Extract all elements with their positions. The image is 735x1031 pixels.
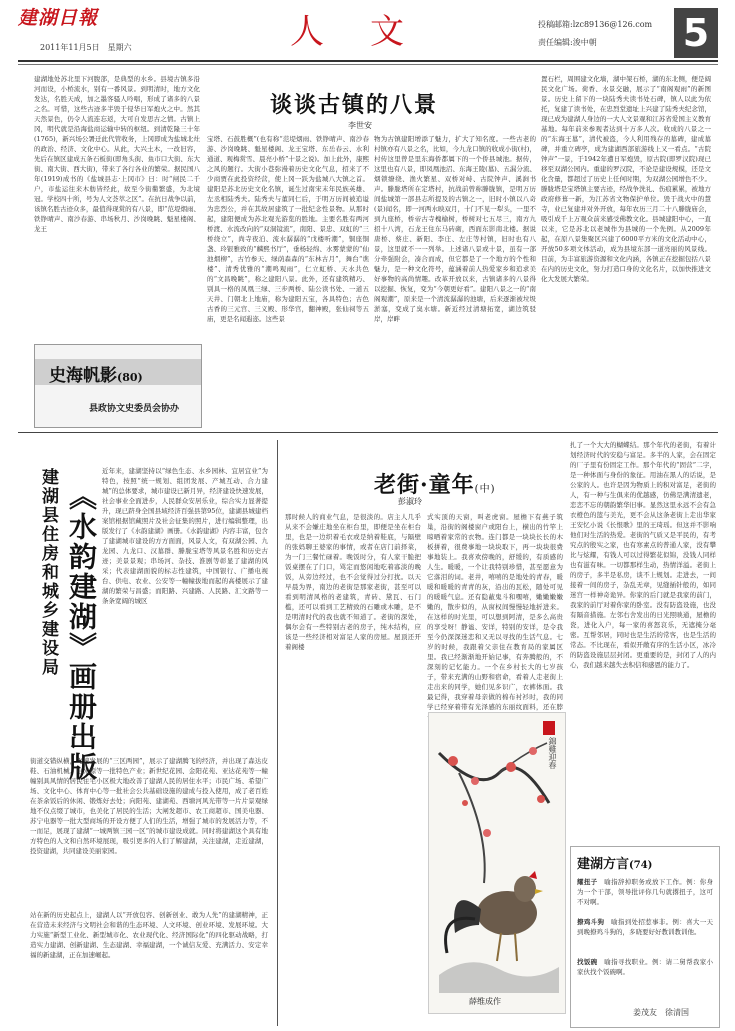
section-title: 人 文 <box>290 12 410 52</box>
fangyan-authors: 姜茂友 徐清国 <box>633 1008 689 1017</box>
fangyan-term: 撩鸡斗狗 <box>577 918 605 926</box>
column-tag-name: 史海帆影 <box>49 366 117 386</box>
column-tag-title <box>49 361 143 386</box>
article-2-subtitle: 建湖县住房和城乡建设局 <box>38 468 58 677</box>
page-number-box <box>674 8 718 58</box>
fangyan-desc: 喻指到处招惹事非。例：喜大一天到晚撩鸡斗狗的，多晓要好好教训教训他。 <box>577 918 714 936</box>
article-3-title <box>374 468 495 499</box>
fangyan-desc: 喻指寻找职业。例：请二舅帮我家小家伙找个饭碗啊。 <box>577 958 714 976</box>
article-2-col-3: 站在新的历史起点上，建湖人以“开放包容、创新创业、敢为人先”的建湖精神，正在营造未来经济与文明社会和谐的生态环境、人文环境、创业环境、发展环境。大力实施“新型工业化、新型城市化、农业现代化、经济国际化”的四化驱动战略，打造实力建湖、创新建湖、生态建湖、幸福建湖，一个诚信友爱、充满活力、安定幸福的新建湖，正在加速崛起。 <box>30 911 268 959</box>
date-line: 2011年11月5日 星期六 <box>40 43 132 52</box>
article-1-author: 李世安 <box>348 121 372 130</box>
column-tag-box <box>34 344 202 428</box>
article-3-part: (中) <box>474 484 496 495</box>
painting-artwork <box>429 713 565 993</box>
painting-frame <box>428 712 566 1014</box>
painting-inscription: 錦雞迎春 <box>548 737 557 769</box>
editor-line: 责任编辑:浚中朝 <box>538 38 597 47</box>
fangyan-desc: 喻指辞掉职务或放下工作。例：你身为一个干部，领导批评你几句就撂扭子，这可不对啊。 <box>577 878 714 906</box>
article-1-col-1: 建湖地处苏北里下河腹部，是典型的水乡。县境古镇多沿河而设，小桥流水，别有一番风景。到明清时，地方文化发达，名胜天成，加之墨客骚人吟唱，形成了诸多的八景之名。可惜，这些古迹多半毁于侵华日军炮火之中。然其天然景色，仍令人流连忘返，大可自发思古之情。古镇上冈，明代就是沿海盐商运输中转的枢纽。到清乾隆三十年(1765)，新兴场公署迁此代管收务，上冈即成为盐城北灶的政治、经济、文化中心。从此，大兴土木，一改旧容，先后在镇区建成五条石板街(即角头街、鱼市口大街、东大街、南大街、西大街)，带来了各行各业的繁荣。据民国八年(1919)成书的《盐城县志·上冈市》曰：时“闸民二千户，市盐运往来木舫皆经此，故至今街衢繁盛，为北境冠。学校四十所，号为人文荟萃之区”。在抗日战争以前，该镇名胜古迹众多，最值得现赏的有八景，即“范堤烟雨、铁铮晴声、南沙春游、串场秋月、沙岗晚眺、魁星楼阁、龙王 <box>34 75 200 233</box>
column-tag-sponsor: 县政协文史委员会协办 <box>89 404 180 414</box>
fangyan-term: 找饭碗 <box>577 958 598 966</box>
fangyan-title-text: 建湖方言 <box>577 857 630 872</box>
article-2-title: 《水韵建湖》画册出版 <box>65 482 98 782</box>
painting-caption: 薛维成作 <box>469 997 501 1006</box>
article-1-col-3: 物为古镇建阳增添了魅力，扩大了知名度。一些古老的村镇亦有八景之名，比如，今九龙口镇的收成小街(村)，村传这里曾是里东海侨都属下的一个侨县城池。据传，这里也有八景，即凤凰池沼、东海王陵(墓)、五漏分流、烟锁缭绕、渔火繁星、双桥对峙、古院钟声、溪涧书声。滕胧塔所在定塔村，抗战前曾称滕胧镇，是明万历间盐城第一部县志所提及的古镇之一，旧时小镇以八奇(景)闻名，即一河两水映双月，十门不见一犁头，一里不到九座桥，桥帝古寺槐榆树，桥树对七五尽三，南方九招十八湾，石龙王住东马砖砌，西面东影南北楼。据说唐桥、蔡庄、新阳、李庄、左庄等村镇，旧时也有八景，这里就不一一列举。上述诸八景或十景，虽有一部分牵强附会，凑合而成，但它都是了一个地方的个性和魅力，是一种文化符号，蕴涵着前人热爱家乡和追求美好事物的高尚情趣。改革开放以来，古镇诸多的八景得以挖掘、恢复，变为“今朝更好看”。建阳八景之一的“南阁观潮”，原来是一个清流潺潺的池塘，后来逐渐被垃圾淤塞，变成了臭水塘。新近经过清塘拓宽，湖边筑驳岸，岸畔 <box>374 135 536 323</box>
fangyan-box <box>570 846 720 1028</box>
article-2-col-1: 近年来，建湖坚持以“绿色生态、水乡园林、宜居宜业”为特色，按照“统一规划、组团发展、产城互动、合力建城”的总体要求，城市建设已新月异，经济建设快速发展，社会事业全面进步，人民群众安居乐业，综合实力显著提升，现已跻身全国县域经济百强县第95位，建湖县城建档案馆根据馆藏照片及社会征集的照片，进行编辑整理，出版发行了《水韵建湖》画册。《水韵建湖》内容丰富，包含了建湖城市建设的方方面面，风景人文，有双湖公园、九龙园、九龙口、汉墓群、滕胧宝塔等风景名胜和历史古迹；美景景观；串场河、杂技、淮剧等彰显了建湖的风采；代表建湖面貌的标志性建筑，中国银行、广播电视台、供电、农业、公安等一幢幢拔地而起的高楼展示了建湖的繁荣与昌盛；而阳路、兴建路、人民路、汇文路等一条条宽阔的城区 <box>102 467 268 605</box>
masthead-rule <box>18 60 718 62</box>
article-1-col-2: 宝塔、石鼓胜概”(也有称“范堤烟雨、铁铮晴声、南沙春游、沙岗晚眺、魁星楼阁、龙王宝塔、东岳春云、水利通道、观梅赏雪、晨亮小桥”十景之说)。加上此外，康熙之风的题行。大街小巷弥漫着历史文化气息，招来了不少商贾在此投资经营，使上冈一跃为盐城八大镇之首。建阳是苏北历史文化名镇，诞生过南宋末年民族英雄、左丞相陆秀夫。陆秀夫与董同仁后，于明万历间被追谥为忠烈公，并在其故居建筑了一批纪念性景物。从那时起，建阳便成为苏北观光游览的胜地。主要名胜有两河桥渡、水流改向的“双洞镜流”，南阳、景忠、双虹的“三桥绕立”，尚寺夜泊、流水潺潺的“戊楼听潮”，铜座铜盏、玲银雅致的“麟熙书厅”，垂杨轻绵、水雾蒙蒙的“仙池烟柳”，古竹参天、绿荫森森的“东林古月”，舞台“谯楼”、清秀优雅的“潮鸣观雨”，仁立虹桥、天水共色的“文昌晚眺”，称之建阳八景。此外，还有建筑精巧、别具一格的凤凰三绿、三步两桥、陆公读书处、一道五天井、门朝北上地庙，称为建阳五宝，各具特色；古色古香的三元宫、三义殿、形华宫，翻神殿，张仙祠等五庙，更是名闻遐迩。这些景 <box>207 135 369 323</box>
article-3-author: 彭淑玲 <box>398 497 422 506</box>
fangyan-entry <box>577 917 713 951</box>
article-3-title-text: 老街·童年 <box>374 472 475 498</box>
column-tag-issue: (80) <box>117 371 143 384</box>
contact-email: 投稿邮箱:lzc89136@126.com <box>538 20 653 29</box>
fangyan-entry <box>577 877 713 911</box>
article-1-title: 谈谈古镇的八景 <box>270 92 439 118</box>
article-2-col-2: 街道交错纵横，飞速发展的“三区两园”，展示了建湖腾飞的经济，并出现了森达皮鞋、石油机械、电光源等一批特色产业；新世纪花园、金阳花苑、亚达花苑等一幢幢别具风情的居民住宅小区极大地改善了建湖人民的居住水平；市民广场、希望广场、文化中心、体育中心等一批社会公共基础设施的建成与投入使用，成了老百姓在茶余饭后的休闲、锻炼好去处；向阳苑、建湖苑、西塘河风光带等一片片景观绿地不仅点缀了城市，也美化了居民的生活；大闸发超市、农工商超市、国美电器、苏宁电器等一批大型商场的开设方便了人们的生活，增强了城市的发展活力等，不一而足，展现了建湖“一城两镇三园一区”的城市建设成就。同时将建湖这个具有地方特色的人文和自然环境展现，吸引更多的人们了解建湖，关注建湖，走近建湖，投资建湖，共同建设美丽家园。 <box>30 757 268 855</box>
column-rule-left <box>277 440 278 1026</box>
masthead-rule-thin <box>18 64 718 65</box>
article-3-col-2: 式实顶的天窗，叫老虎窗。屋檐下有燕子筑巢，沿街的阁楼窗户或阳台上，横出的竹竿上晾晒着家常的衣物。连门都是一块块长长的木板拼着，很费事地一块块取下，再一块块很费事地装上。我喜欢傍晚的，舒缓的，有质感的人生。暖暖，一个让我特别珍惜，甚至愿意为它落泪的词。老井，嘻嘻的是地处的青春，暖暖和暖暖的青青的灰，沿出的瓦松，随处可见的暖暖气息。还有隐蔽鬼斗和嘿嘻，嫩嫩嫩嫩嫩的，散步似的，从窗权间慢慢轻地折进来。在这样的时光里，可以想到阿清，是多么高贵的享受呀！静谧、安详，特别的安详，是令我至今仍深深迷恋和又无以寻找的生活气息。七岁的时候，我跟着父亲住在教育局的家属区里。我已经渐渐地开始记事，有奔腾般的，不深刻的记忆能力。一个在乡村长大的七岁孩子，带来充满的山野和宿命，看着人走老街上走出来的同学，她们见多识广，衣裤体面。我最记得，我穿着母亲做的棉布衬衫时，我的同学已经穿着带有光泽感的东丽纹面料，还在脖 <box>427 513 563 711</box>
paper-logo: 建湖日報 <box>18 7 99 29</box>
fangyan-title <box>577 853 652 872</box>
fangyan-issue: (74) <box>629 860 653 871</box>
article-3-col-3: 扎了一个大大的蝴蝶结。那个年代的老街，有着计划经济时代的安稳与富足。多半的人家，会在固定的厂子里有份固定工作。那个年代的“固营”二字，是一种体面与身份的象征。用油在黑人的话说，是公家的人。也许是因为物质上的积对富足，老街的人，有一种与生俱来的优越感，仿佛是满清遗老，恋恋不忘的朝韵繁华旧事。显然这里永远不会有急衣橙色的篮与美光，更不会从这条老街上走出华家王安忆小说《长恨歌》里的王琦瑶。但这并不影响他们对生活的热爱。老街的气质又是平民的，有考究点的殷实之家，也有寒素点的普通人家，没有攀比与炫耀，有钱人可以过得繁花似锦，没钱人同样也有滋有味。一切都那样生动，热情洋溢。老街上的房子，多半是私房，谈不上规划。走进去，一间接着一间的房子，杂乱无章，见缝插针般的，如同迷宫一样神奇诡异。你家的后门就是我家的前门，我家的前厅对着你家的卧室。没有防盗设施，也没有隔音措施。左邻右舍发出的日光照映通，屋檐的瓷，进化入户，每一家的喜怒哀乐，无遮掩分毫密。互帮邻居，同时也是生活的常客，也是生活的常态。不比现在，看似开敞有序的生活小区，冰冷的防盗设施层层封闭。更重要的是，封闭了人的内心，我们越来越失去积信和感恩的能力了。 <box>570 441 716 669</box>
fangyan-term: 耀扭子 <box>577 878 598 886</box>
article-1-col-4: 置石栏，周围建文化墙，湖中架石桥，湖的东北侧，便是阔民文化广场。荷香、水景交融，展示了“南阁观雨”的新图景。历史上留下的一块陆秀夫读书处石碑，镇人以此为依托，复建了读书处，在忠烈堂遗址上兴建了陆秀夫纪念馆，现已成为建湖人身边的一大人文景观和江苏省爱国主义教育基地。每年前来参观者达到十万多人次。收成的八景之一的“东海王墓”，清代被盗，今人利用残存的墓碑，建成墓碑，并重立碑亭，成为建湖西部旅游线上又一看点。“古院钟声”一景，于1942年遭日军炮毁，原古院(即罗汉院)现已移至双湖公园内。重建的罗汉院，不论是建设规模，还是文化含量，都超过了历史上任何时期，为双湖公园增色不少。滕胧塔是宝塔镇主要古迹，经战争洗礼、伤痕累累，被地方政府修葺一新，为江苏省文物保护单位。毁于战火中的慧寺，业已复建并对外开放，每年农历三月二十八滕胧庙会，吸引成千上万观众前来感受佛教文化。县城建阳中心，一直以来，它是苏北以老城作为县城的一个先例。从2009年起，在原八景集聚区兴建了6000平方米的文化活动中心，开放50多项文体活动，成为县境东部一道亮丽的风景线。目前，为丰富旅游资源和文化内涵，各镇正在挖掘包括八景在内的历史文化，努力打造口身的文化名片，以加快推进文化大发展大繁荣。 <box>541 75 711 283</box>
article-3-col-1: 那时候人的商业气息，是很淡的。店主人几乎从来不会嫌庄地坐在柜台里，即便是坐在柜台里，也是一边织着毛衣或是纳着鞋底，与隔壁的张妈聊王婆家的事情，或者在店门前择菜，为一门三餐忙碌着。晚饭时分，有人家干脆把饭桌摆在了门口，骂定而悠闲地吃着寡淡的晚饭，从旁边经过，也不会觉得过分打扰。以天早晨为界，南边的老街是那家老街，甚至可以看到明清风格的老建筑，青砖、黛瓦、石门槛，还可以看到工艺精致的石雕或木雕，是不是明清时代的我也就不知道了。老街的深处，偶尔会有一些特别古老的房子，纯木结构，应该是一些经济相对富足人家的房屋。屋顶还开着阁楼 <box>285 513 421 651</box>
page-number: 5 <box>682 11 710 55</box>
section-divider <box>18 432 718 433</box>
fangyan-entry <box>577 957 713 991</box>
